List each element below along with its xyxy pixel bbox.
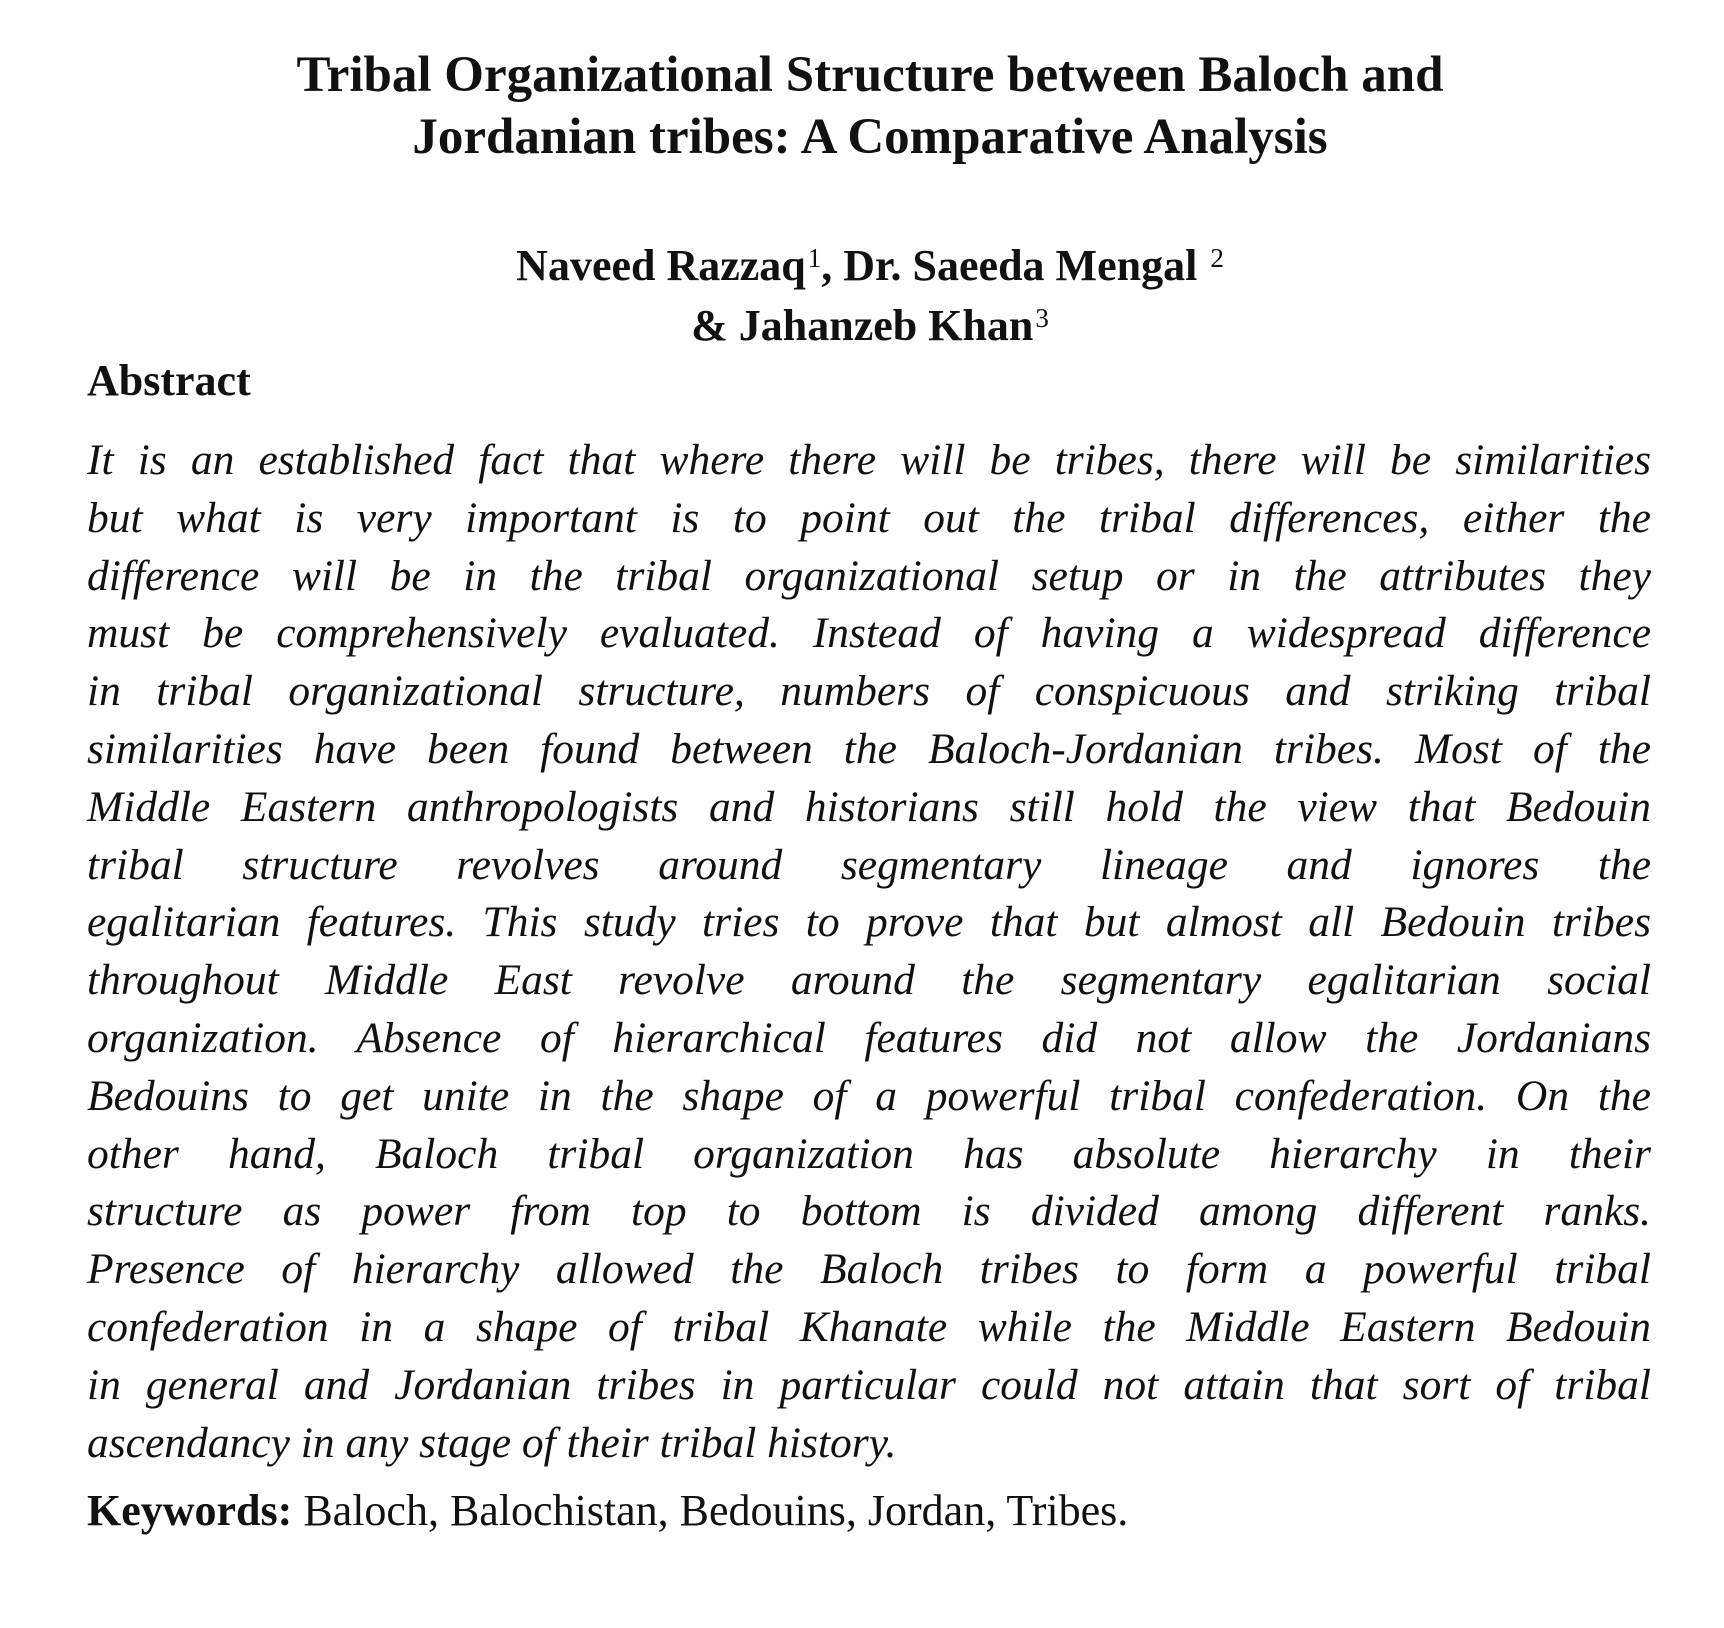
author-affiliation-2: 2 [1210, 243, 1224, 273]
author-name-3: & Jahanzeb Khan [691, 301, 1034, 350]
abstract-line: tribal structure revolves around segmentary lineage and ignores the [87, 840, 1651, 889]
author-line-1 [90, 236, 1650, 296]
keywords-label: Keywords: [87, 1486, 293, 1535]
abstract-line: throughout Middle East revolve around the segmentary egalitarian social [87, 956, 1651, 1005]
title-line-1: Tribal Organizational Structure between Baloch and [296, 47, 1444, 103]
abstract-line: in tribal organizational structure, numbers of conspicuous and striking tribal [87, 667, 1651, 716]
abstract-line: Middle Eastern anthropologists and historians still hold the view that Bedouin [87, 782, 1651, 831]
abstract-line: Bedouins to get unite in the shape of a powerful tribal confederation. On the [87, 1071, 1651, 1120]
author-affiliation-1: 1 [807, 243, 822, 273]
abstract-line: It is an established fact that where there will be tribes, there will be similarities [87, 436, 1651, 484]
author-list [90, 236, 1650, 356]
paper-title [90, 44, 1650, 168]
abstract-line: confederation in a shape of tribal Khanate while the Middle Eastern Bedouin [87, 1302, 1651, 1351]
abstract-line: egalitarian features. This study tries to prove that but almost all Bedouin tribes [87, 898, 1651, 947]
abstract-line: similarities have been found between the Baloch-Jordanian tribes. Most of the [87, 724, 1651, 773]
author-line-2 [90, 296, 1650, 356]
abstract-line: but what is very important is to point out the tribal differences, either the [87, 493, 1651, 542]
abstract-line: other hand, Baloch tribal organization has absolute hierarchy in their [87, 1129, 1651, 1178]
abstract-body [87, 432, 1651, 1472]
abstract-line: must be comprehensively evaluated. Instead of having a widespread difference [87, 609, 1651, 658]
title-line-2: Jordanian tribes: A Comparative Analysis [412, 109, 1328, 165]
abstract-line: in general and Jordanian tribes in particular could not attain that sort of tribal [87, 1360, 1651, 1409]
keywords-paragraph [87, 1486, 1128, 1536]
abstract-line: Presence of hierarchy allowed the Baloch tribes to form a powerful tribal [87, 1245, 1651, 1294]
abstract-line: ascendancy in any stage of their tribal history. [87, 1418, 897, 1467]
abstract-line: structure as power from top to bottom is divided among different ranks. [87, 1187, 1651, 1236]
abstract-heading: Abstract [87, 356, 251, 405]
author-name-2: , Dr. Saeeda Mengal [821, 241, 1209, 290]
keywords-value: Baloch, Balochistan, Bedouins, Jordan, Tribes. [292, 1486, 1129, 1535]
abstract-line: organization. Absence of hierarchical features did not allow the Jordanians [87, 1013, 1651, 1062]
abstract-line: difference will be in the tribal organizational setup or in the attributes they [87, 551, 1651, 600]
author-affiliation-3: 3 [1035, 303, 1049, 333]
author-name-1: Naveed Razzaq [516, 241, 806, 290]
